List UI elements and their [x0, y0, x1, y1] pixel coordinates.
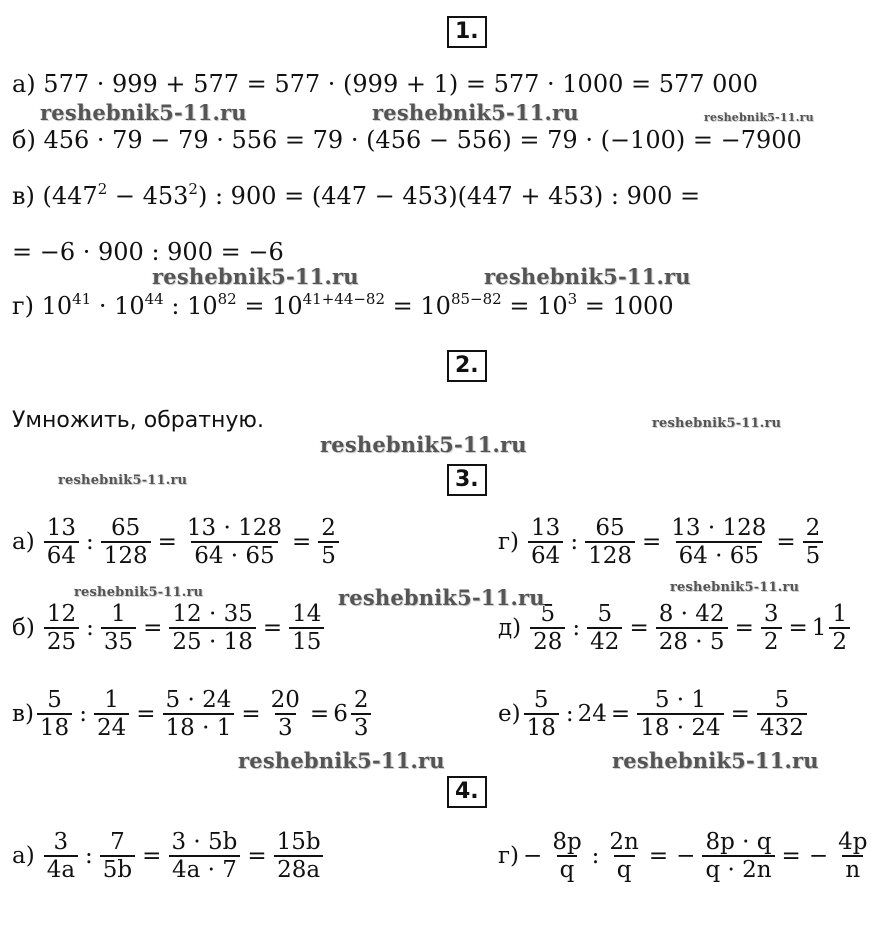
- task3-item-v: в) $\frac{5}{18}$ : $\frac{1}{24}$ = $\frac{5 \cdot 24}{18 \cdot 1}$ = $\frac{20}{3}$ = 6 $\frac{2}{3}$: [12, 688, 374, 740]
- watermark: reshebnik5-11.ru: [652, 416, 782, 431]
- fraction: $\frac{20}{3}$: [270, 687, 300, 742]
- fraction: $\frac{3}{4a}$: [44, 830, 78, 882]
- task1-line-v2: = −6 · 900 : 900 = −6: [12, 238, 284, 266]
- fraction: $\frac{13 \cdot 128}{64 \cdot 65}$: [186, 515, 283, 570]
- fraction: $\frac{8p}{q}$: [552, 829, 582, 884]
- fraction: $\frac{14}{15}$: [289, 602, 324, 654]
- fraction: $\frac{5}{432}$: [757, 688, 807, 740]
- task4-item-g: г) − $\frac{8p}{q}$ : $\frac{2n}{q}$ = − $\frac{8p \cdot q}{q \cdot 2n}$ = − $\frac{4p}{n}$: [498, 830, 873, 882]
- task1-line-v1: в) $(447^2 - 453^2)$ : 900 = (447 − 453)(447 + 453) : 900 =: [12, 180, 701, 210]
- fraction: $\frac{5}{18}$: [524, 688, 559, 740]
- watermark: reshebnik5-11.ru: [612, 748, 819, 773]
- task4-item-a: а) $\frac{3}{4a}$ : $\frac{7}{5b}$ = $\frac{3 \cdot 5b}{4a \cdot 7}$ = $\frac{15b}{28a}$: [12, 830, 327, 882]
- fraction: $\frac{5 \cdot 24}{18 \cdot 1}$: [163, 688, 235, 740]
- watermark: reshebnik5-11.ru: [320, 432, 527, 457]
- mixed-number: 1 $\frac{1}{2}$: [812, 602, 853, 654]
- fraction: $\frac{5 \cdot 1}{18 \cdot 24}$: [637, 688, 723, 740]
- fraction: $\frac{5}{18}$: [37, 688, 72, 740]
- fraction: $\frac{2}{5}$: [318, 516, 339, 568]
- fraction: $\frac{4p}{n}$: [838, 829, 868, 884]
- mixed-number: 6 $\frac{2}{3}$: [333, 688, 374, 740]
- task-number-2: 2.: [447, 350, 487, 382]
- fraction: $\frac{65}{128}$: [585, 516, 635, 568]
- fraction: $\frac{5}{42}$: [587, 602, 622, 654]
- task3-item-b: б) $\frac{12}{25}$ : $\frac{1}{35}$ = $\frac{12 \cdot 35}{25 \cdot 18}$ = $\frac{14}{15}$: [12, 602, 327, 654]
- fraction: $\frac{13 \cdot 128}{64 \cdot 65}$: [671, 515, 767, 570]
- task2-text: Умножить, обратную.: [12, 408, 264, 433]
- task-number-3: 3.: [447, 464, 487, 496]
- task3-item-a: а) $\frac{13}{64}$ : $\frac{65}{128}$ = $\frac{13 \cdot 128}{64 \cdot 65}$ = $\frac{2}{5}$: [12, 516, 342, 568]
- fraction: $\frac{12 \cdot 35}{25 \cdot 18}$: [169, 602, 255, 654]
- fraction: $\frac{1}{24}$: [94, 688, 129, 740]
- fraction: $\frac{13}{64}$: [44, 516, 79, 568]
- watermark: reshebnik5-11.ru: [484, 264, 691, 289]
- fraction: $\frac{2}{5}$: [803, 516, 824, 568]
- task3-item-d: д) $\frac{5}{28}$ : $\frac{5}{42}$ = $\frac{8 \cdot 42}{28 \cdot 5}$ = $\frac{3}{2}$ = 1 $\frac{1}{2}$: [498, 602, 853, 654]
- task3-item-g: г) $\frac{13}{64}$ : $\frac{65}{128}$ = $\frac{13 \cdot 128}{64 \cdot 65}$ = $\frac{2}{5}$: [498, 516, 826, 568]
- fraction: $\frac{65}{128}$: [101, 516, 151, 568]
- watermark: reshebnik5-11.ru: [238, 748, 445, 773]
- task1-line-g: г) $10^{41} \cdot 10^{44}$ : $10^{82} = 10^{41+44-82} = 10^{85-82} = 10^3 = 1000$: [12, 290, 674, 320]
- task-number-4: 4.: [447, 776, 487, 808]
- fraction: $\frac{8p \cdot q}{q \cdot 2n}$: [702, 830, 774, 882]
- fraction: $\frac{5}{28}$: [530, 602, 565, 654]
- watermark: reshebnik5-11.ru: [40, 100, 247, 125]
- task1-line-b: б) 456 · 79 − 79 · 556 = 79 · (456 − 556) = 79 · (−100) = −7900: [12, 126, 802, 154]
- fraction: $\frac{12}{25}$: [44, 602, 79, 654]
- fraction: $\frac{8 \cdot 42}{28 \cdot 5}$: [656, 602, 728, 654]
- watermark: reshebnik5-11.ru: [152, 264, 359, 289]
- fraction: $\frac{1}{35}$: [101, 602, 136, 654]
- fraction: $\frac{3}{2}$: [761, 602, 782, 654]
- fraction: $\frac{3 \cdot 5b}{4a \cdot 7}$: [168, 830, 240, 882]
- watermark: reshebnik5-11.ru: [74, 585, 204, 600]
- task3-item-e: е) $\frac{5}{18}$ : 24 = $\frac{5 \cdot 1}{18 \cdot 24}$ = $\frac{5}{432}$: [498, 688, 810, 740]
- watermark: reshebnik5-11.ru: [338, 585, 545, 610]
- fraction: $\frac{2n}{q}$: [609, 829, 639, 884]
- task-number-1: 1.: [447, 16, 487, 48]
- fraction: $\frac{7}{5b}$: [100, 830, 135, 882]
- watermark: reshebnik5-11.ru: [372, 100, 579, 125]
- fraction: $\frac{13}{64}$: [528, 516, 563, 568]
- watermark: reshebnik5-11.ru: [58, 473, 188, 488]
- task1-line-a: а) 577 · 999 + 577 = 577 · (999 + 1) = 577 · 1000 = 577 000: [12, 70, 758, 98]
- watermark: reshebnik5-11.ru: [670, 580, 800, 595]
- fraction: $\frac{15b}{28a}$: [274, 830, 324, 882]
- watermark: reshebnik5-11.ru: [704, 111, 814, 124]
